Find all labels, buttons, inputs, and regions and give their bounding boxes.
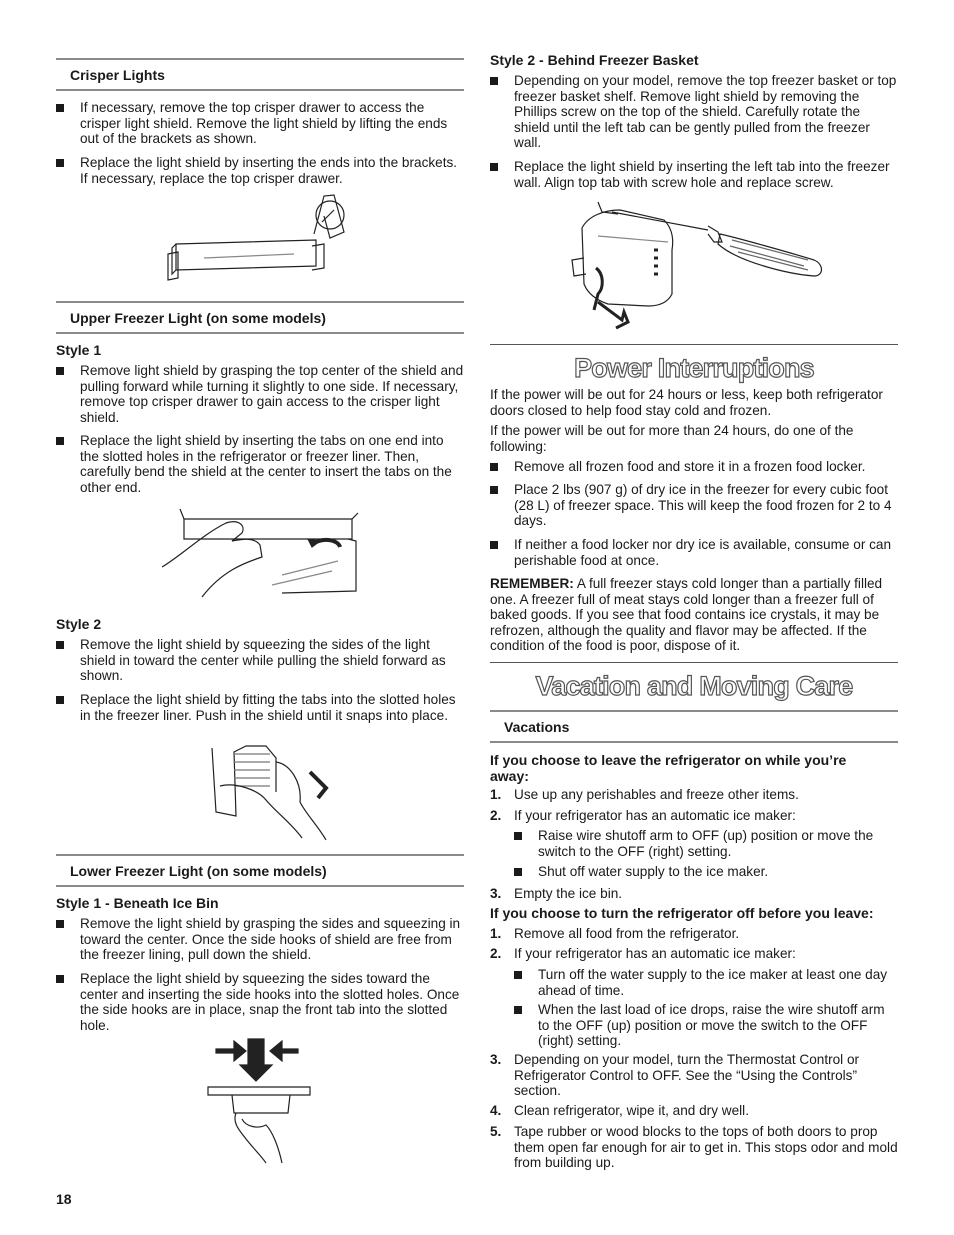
list-item: If neither a food locker nor dry ice is available, consume or can perishable food at once. [490,537,898,568]
list-item: If necessary, remove the top crisper drawer to access the crisper light shield. Remove the light shield by lifting the ends out of the brackets as shown. [56,100,464,147]
page-number: 18 [56,1191,72,1207]
bullet-icon [56,159,64,167]
vacation-rule [490,662,898,663]
leave-on-heading: If you choose to leave the refrigerator on while you’re away: [490,752,847,784]
bullet-icon [514,971,522,979]
bullet-icon [490,77,498,85]
remember-text: A full freezer stays cold longer than a partially filled one. A freezer full of meat stays cold longer than a freezer full of baked goods. If you see that food contains ice crystals, it may be refrozen, although the quality and flavor may be affected. If the condition of the food is poor, dispose of it. [490,576,883,654]
bullet-icon [490,486,498,494]
remember-label: REMEMBER: [490,576,574,591]
power-paragraph-1: If the power will be out for 24 hours or less, keep both refrigerator doors closed to help food stay cold and frozen. [490,387,883,418]
bullet-icon [514,868,522,876]
list-item: Remove light shield by grasping the top center of the shield and pulling forward while turning it slightly to one side. If necessary, remove top crisper drawer to gain access to the crisper light shield. [56,363,464,425]
list-item: Shut off water supply to the ice maker. [490,864,898,880]
power-interruptions-title: Power Interruptions [574,353,814,383]
bullet-icon [490,463,498,471]
list-item: 2. If your refrigerator has an automatic ice maker: [490,808,796,823]
upper-freezer-light-heading: Upper Freezer Light (on some models) [70,310,326,326]
list-item: Replace the light shield by inserting the ends into the brackets. If necessary, replace the top crisper drawer. [56,155,464,186]
list-item: 4. Clean refrigerator, wipe it, and dry well. [490,1103,749,1118]
upper-style1-illustration [162,505,362,605]
style2-basket-title: Style 2 - Behind Freezer Basket [490,52,699,68]
lower-style1-illustration [206,1035,326,1165]
turn-off-heading: If you choose to turn the refrigerator off before you leave: [490,905,874,921]
list-item: 2. If your refrigerator has an automatic ice maker: [490,946,796,961]
bullet-icon [56,696,64,704]
list-item: Depending on your model, remove the top freezer basket or top freezer basket shelf. Remove light shield by removing the Phillips screw on the top of the shield. Carefully rotate the shield until the left tab can be gently pulled from the freezer wall. [490,73,898,151]
list-item: 3. Depending on your model, turn the Thermostat Control or Refrigerator Control to OFF. See the “Using the Controls” section. [490,1052,860,1099]
list-item: Place 2 lbs (907 g) of dry ice in the freezer for every cubic foot (28 L) of freezer space. This will keep the food frozen for 2 to 4 days. [490,482,898,529]
bullet-icon [56,437,64,445]
remember-paragraph [490,576,898,654]
lower-freezer-light-heading-bar [56,854,464,887]
upper-style2-title: Style 2 [56,616,102,632]
list-item: Remove all frozen food and store it in a frozen food locker. [490,459,898,475]
list-item: Replace the light shield by inserting the tabs on one end into the slotted holes in the refrigerator or freezer liner. Then, carefully bend the shield at the center to insert the tabs on the other end. [56,433,464,495]
bullet-icon [56,641,64,649]
bullet-icon [514,1006,522,1014]
list-item: Replace the light shield by squeezing the sides toward the center and inserting the side hooks into the slotted holes. Once the side hooks are in place, snap the front tab into the slotted hole. [56,971,464,1033]
bullet-icon [56,104,64,112]
bullet-icon [514,832,522,840]
list-item: Replace the light shield by inserting the left tab into the freezer wall. Align top tab with screw hole and replace screw. [490,159,898,190]
bullet-icon [490,163,498,171]
upper-style1-title: Style 1 [56,342,102,358]
vacations-heading: Vacations [504,719,570,735]
lower-style1-title: Style 1 - Beneath Ice Bin [56,895,219,911]
bullet-icon [56,975,64,983]
upper-freezer-light-heading-bar [56,301,464,334]
list-item: When the last load of ice drops, raise the wire shutoff arm to the OFF (up) position or move the switch to the OFF (right) setting. [490,1002,898,1049]
lower-freezer-light-heading: Lower Freezer Light (on some models) [70,863,327,879]
basket-light-shield-screwdriver-illustration [568,198,828,330]
list-item: Replace the light shield by fitting the tabs into the slotted holes in the freezer liner. Push in the shield until it snaps into place. [56,692,464,723]
list-item: 5. Tape rubber or wood blocks to the tops of both doors to prop them open far enough for air to get in. This stops odor and mold from building up. [490,1124,898,1171]
bullet-icon [56,920,64,928]
crisper-light-shield-illustration [164,192,414,288]
list-item: Remove the light shield by grasping the sides and squeezing in toward the center. Once the side hooks of shield are free from the freezer lining, pull down the shield. [56,916,464,963]
power-paragraph-2: If the power will be out for more than 24 hours, do one of the following: [490,423,854,454]
list-item: 1. Remove all food from the refrigerator. [490,926,740,941]
vacations-heading-bar [490,710,898,743]
crisper-lights-heading: Crisper Lights [70,67,165,83]
list-item: Turn off the water supply to the ice maker at least one day ahead of time. [490,967,898,998]
bullet-icon [490,541,498,549]
power-interruptions-rule [490,344,898,345]
vacation-title: Vacation and Moving Care [535,671,853,701]
bullet-icon [56,367,64,375]
list-item: Remove the light shield by squeezing the sides of the light shield in toward the center while pulling the shield forward as shown. [56,637,464,684]
list-item: Raise wire shutoff arm to OFF (up) position or move the switch to the OFF (right) setting. [490,828,898,859]
list-item: 3. Empty the ice bin. [490,886,623,901]
crisper-lights-heading-bar [56,58,464,91]
list-item: 1. Use up any perishables and freeze other items. [490,787,799,802]
upper-style2-illustration [206,742,346,842]
